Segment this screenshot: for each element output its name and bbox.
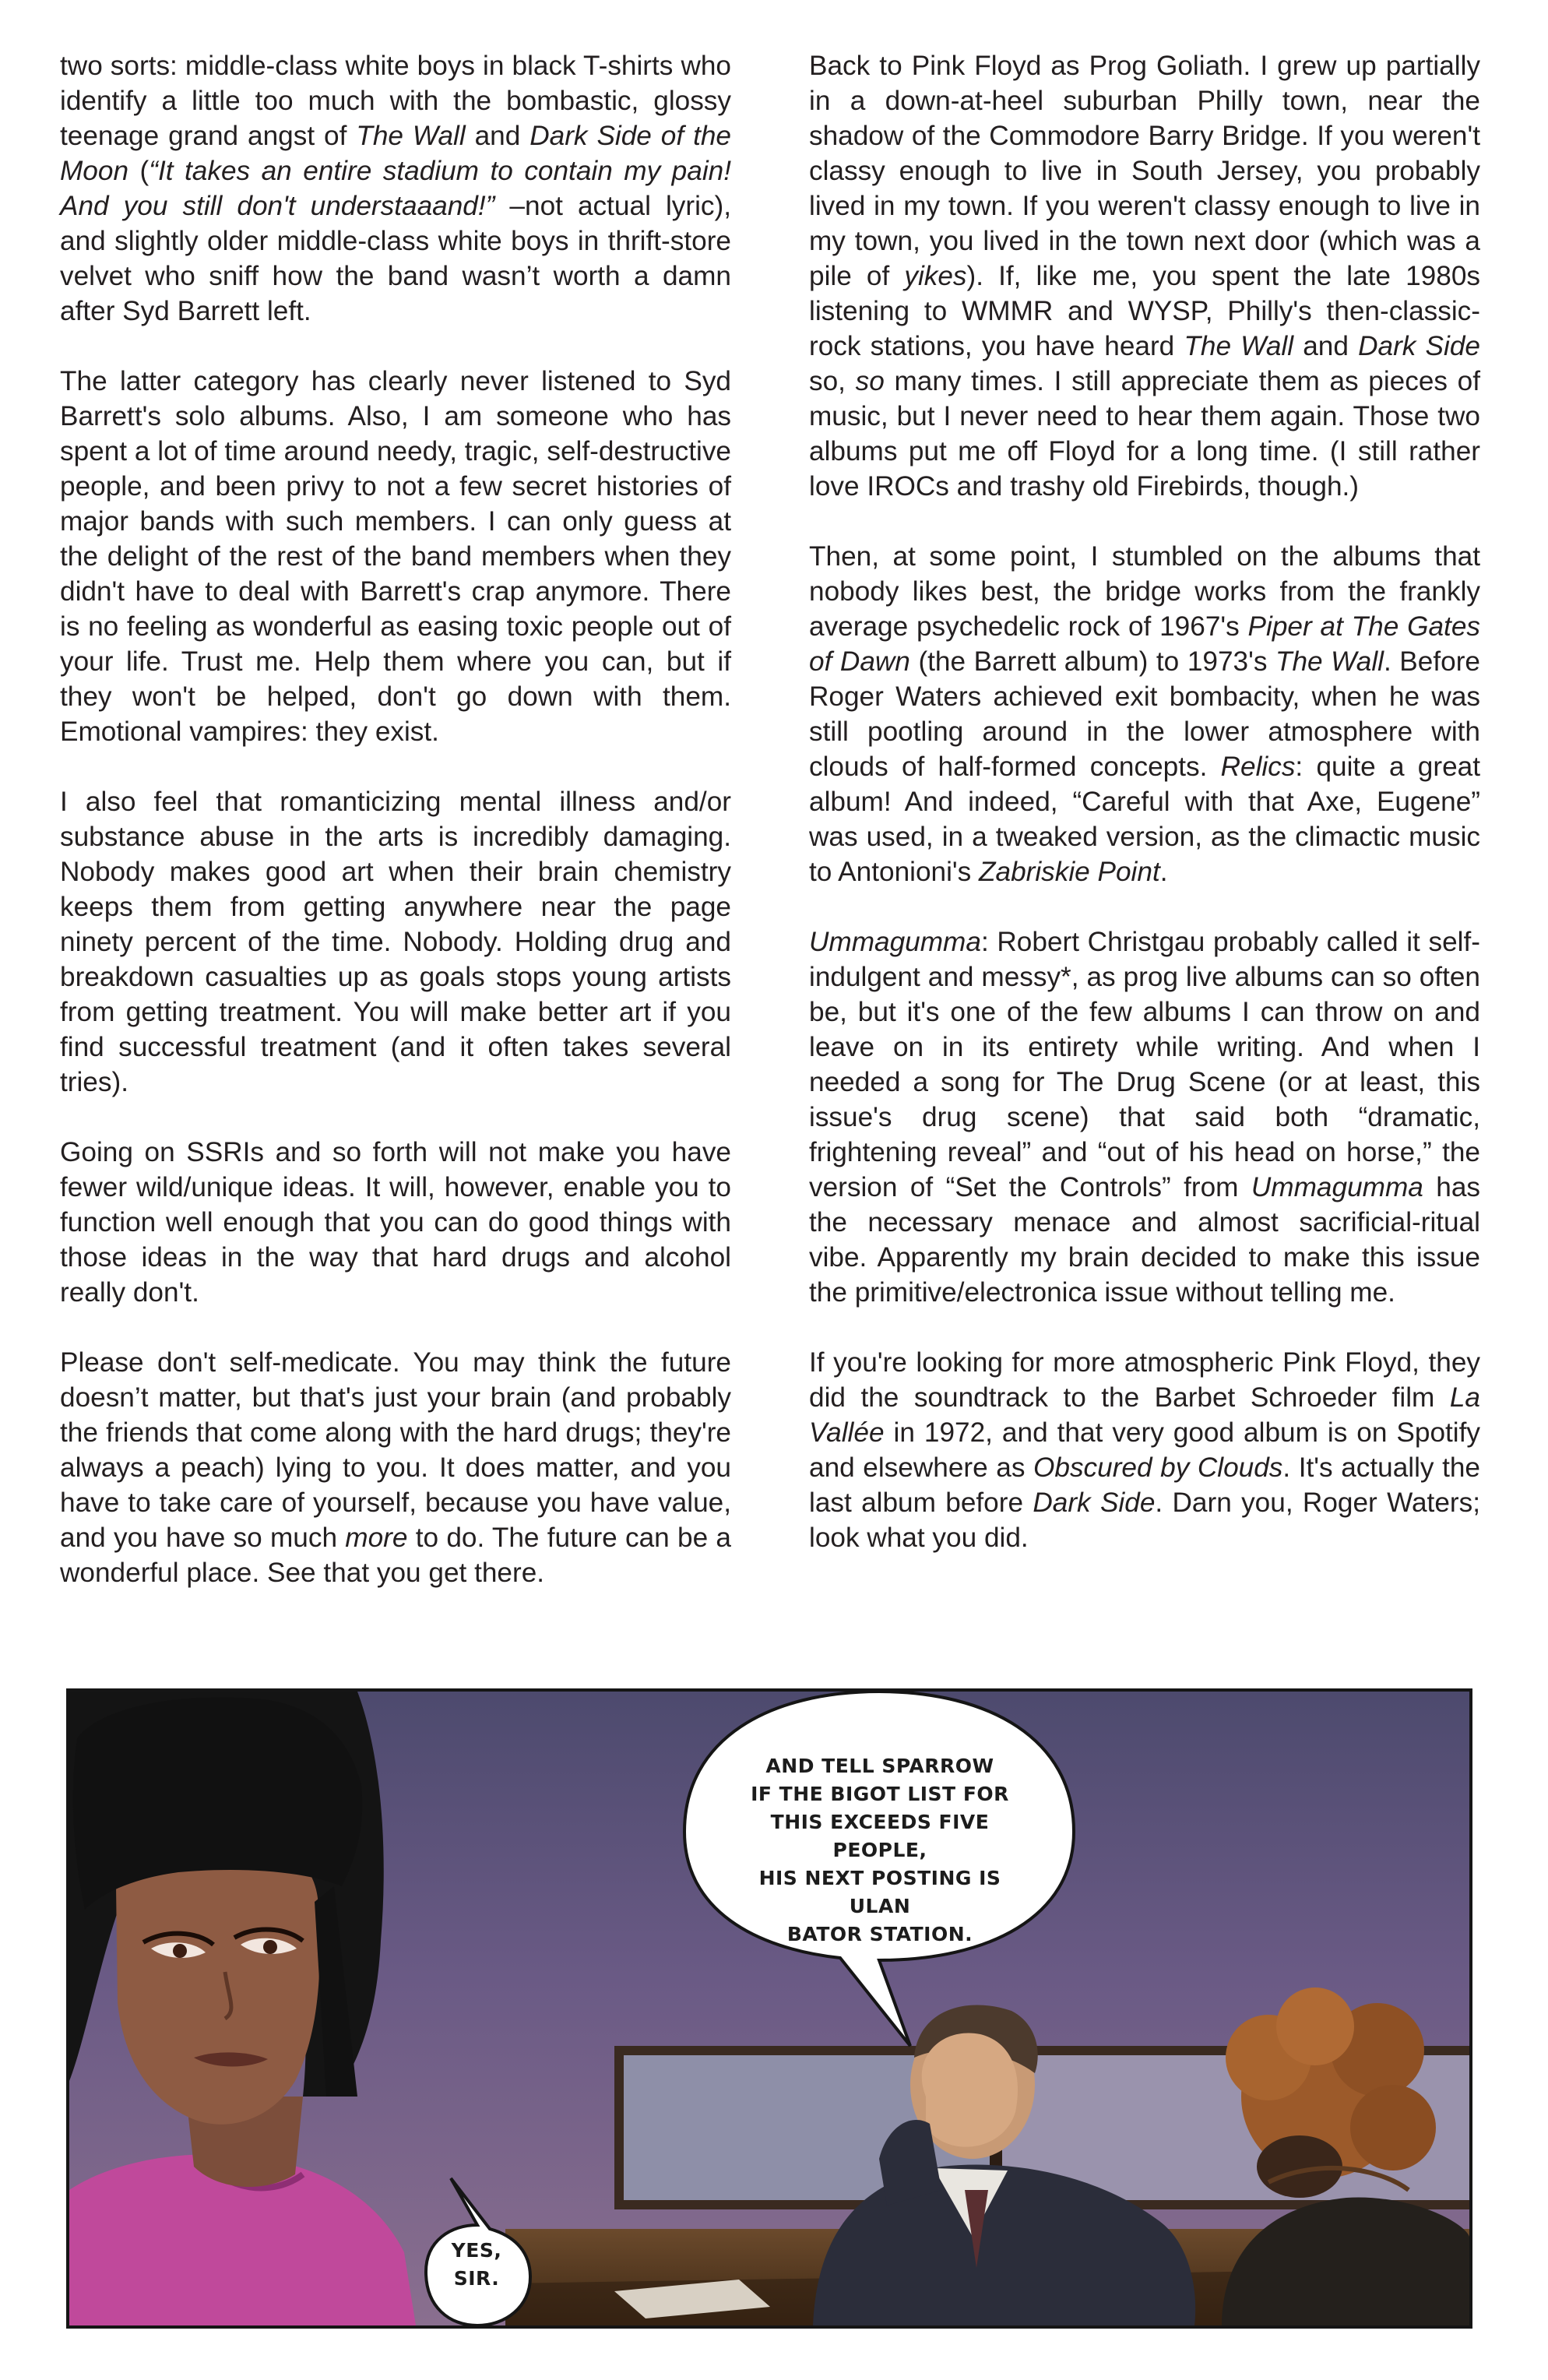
- italic-text-run: Ummagumma: [1251, 1172, 1423, 1202]
- text-run: Please don't self-medicate. You may think the future doesn’t matter, but that's just your brain (and probably the friends that come along with the hard drugs; they're always a peach) lying to you. It does matter, and you have to take care of yourself, because you have value, and you have so much: [60, 1347, 731, 1553]
- text-run: (the Barrett album) to 1973's: [909, 646, 1275, 677]
- speech-balloon-bottom-text: [430, 2237, 523, 2293]
- text-run: . It's actually the last album before: [809, 1452, 1480, 1518]
- article-paragraph: [60, 48, 731, 329]
- text-run: to do. The future can be a wonderful place. See that you get there.: [60, 1523, 731, 1588]
- text-run: in 1972, and that very good album is on Spotify and elsewhere as: [809, 1417, 1480, 1483]
- balloon-line: IF THE BIGOT LIST FOR: [751, 1783, 1009, 1805]
- article-paragraph: [60, 784, 731, 1100]
- italic-text-run: Relics: [1220, 752, 1296, 782]
- balloon-line: BATOR STATION.: [786, 1923, 973, 1945]
- article-paragraph: [809, 1345, 1480, 1555]
- italic-text-run: Dark Side: [1358, 331, 1480, 361]
- text-run: and: [1293, 331, 1359, 361]
- speech-balloon-top-text: [732, 1752, 1028, 1949]
- italic-text-run: yikes: [904, 261, 967, 291]
- text-run: many times. I still appreciate them as pieces of music, but I never need to hear them again. Those two albums put me off Floyd for a long time. (I still rather love IROCs and trashy old Firebirds, though.): [809, 366, 1481, 502]
- italic-text-run: Dark Side of the Moon: [60, 121, 731, 186]
- text-run: .: [1159, 857, 1168, 887]
- italic-text-run: Zabriskie Point: [979, 857, 1160, 887]
- woman-with-bob-figure: [69, 1692, 416, 2325]
- text-run: Going on SSRIs and so forth will not make you have fewer wild/unique ideas. It will, however, enable you to function well enough that you can do good things with those ideas in the way that hard drugs and alcohol really don't.: [60, 1137, 731, 1308]
- text-run: . Darn you, Roger Waters; look what you did.: [809, 1488, 1480, 1553]
- balloon-line: YES,: [451, 2239, 502, 2262]
- text-run: . Before Roger Waters achieved exit bombacity, when he was still pootling around in the lower atmosphere with clouds of half-formed concepts.: [809, 646, 1480, 782]
- italic-text-run: The Wall: [356, 121, 466, 151]
- italic-text-run: Ummagumma: [809, 927, 981, 957]
- text-run: so,: [809, 366, 856, 396]
- article-column-right: [809, 48, 1480, 1555]
- balloon-line: HIS NEXT POSTING IS ULAN: [758, 1867, 1001, 1917]
- balloon-line: SIR.: [453, 2267, 500, 2290]
- text-run: has the necessary menace and almost sacrificial-ritual vibe. Apparently my brain decided to make this issue the primitive/electronica issue without telling me.: [809, 1172, 1480, 1308]
- italic-text-run: Piper at The Gates of Dawn: [809, 611, 1480, 677]
- text-run: two sorts: middle-class white boys in black T-shirts who identify a little too much with the bombastic, glossy teenage grand angst of: [60, 51, 731, 151]
- text-run: Then, at some point, I stumbled on the albums that nobody likes best, the bridge works from the frankly average psychedelic rock of 1967's: [809, 541, 1480, 642]
- text-run: Back to Pink Floyd as Prog Goliath. I grew up partially in a down-at-heel suburban Philly town, near the shadow of the Commodore Barry Bridge. If you weren't classy enough to live in South Jersey, you probably lived in my town. If you weren't classy enough to live in my town, you lived in the town next door (which was a pile of: [809, 51, 1480, 291]
- article-paragraph: [809, 48, 1480, 504]
- comic-panel: [66, 1688, 1472, 2329]
- text-run: ). If, like me, you spent the late 1980s listening to WMMR and WYSP, Philly's then-classic-rock stations, you have heard: [809, 261, 1480, 361]
- text-run: If you're looking for more atmospheric Pink Floyd, they did the soundtrack to the Barbet Schroeder film: [809, 1347, 1480, 1413]
- italic-text-run: Obscured by Clouds: [1033, 1452, 1283, 1483]
- article-paragraph: [60, 1135, 731, 1310]
- text-run: : Robert Christgau probably called it self-indulgent and messy*, as prog live albums can so often be, but it's one of the few albums I can throw on and leave on in its entirety while writing. And when I needed a song for The Drug Scene (or at least, this issue's drug scene) that said both “dramatic, frightening reveal” and “out of his head on horse,” the version of “Set the Controls” from: [809, 927, 1480, 1202]
- balloon-line: AND TELL SPARROW: [765, 1755, 994, 1777]
- italic-text-run: The Wall: [1275, 646, 1384, 677]
- italic-text-run: The Wall: [1184, 331, 1294, 361]
- article-paragraph: [60, 1345, 731, 1590]
- balloon-line: THIS EXCEEDS FIVE PEOPLE,: [770, 1811, 990, 1861]
- text-run: –not actual lyric), and slightly older middle-class white boys in thrift-store velvet who sniff how the band wasn’t worth a damn after Syd Barrett left.: [60, 191, 731, 326]
- italic-text-run: “It takes an entire stadium to contain my pain! And you still don't understaaand!”: [60, 156, 731, 221]
- text-run: (: [128, 156, 150, 186]
- text-run: : quite a great album! And indeed, “Careful with that Axe, Eugene” was used, in a tweaked version, as the climactic music to Antonioni's: [809, 752, 1480, 887]
- article-paragraph: [809, 924, 1480, 1310]
- article-column-left: [60, 48, 731, 1590]
- italic-text-run: La Vallée: [809, 1382, 1480, 1448]
- article-paragraph: [809, 539, 1480, 889]
- italic-text-run: more: [345, 1523, 408, 1553]
- text-run: and: [465, 121, 530, 151]
- text-run: The latter category has clearly never listened to Syd Barrett's solo albums. Also, I am someone who has spent a lot of time around needy, tragic, self-destructive people, and been privy to not a few secret histories of major bands with such members. I can only guess at the delight of the rest of the band members when they didn't have to deal with Barrett's crap anymore. There is no feeling as wonderful as easing toxic people out of your life. Trust me. Help them where you can, but if they won't be helped, don't go down with them. Emotional vampires: they exist.: [60, 366, 731, 747]
- article-paragraph: [60, 364, 731, 749]
- italic-text-run: so: [855, 366, 885, 396]
- text-run: I also feel that romanticizing mental illness and/or substance abuse in the arts is incredibly damaging. Nobody makes good art when their brain chemistry keeps them from getting anywhere near the page ninety percent of the time. Nobody. Holding drug and breakdown casualties up as goals stops young artists from getting treatment. You will make better art if you find successful treatment (and it often takes several tries).: [60, 787, 731, 1097]
- italic-text-run: Dark Side: [1033, 1488, 1156, 1518]
